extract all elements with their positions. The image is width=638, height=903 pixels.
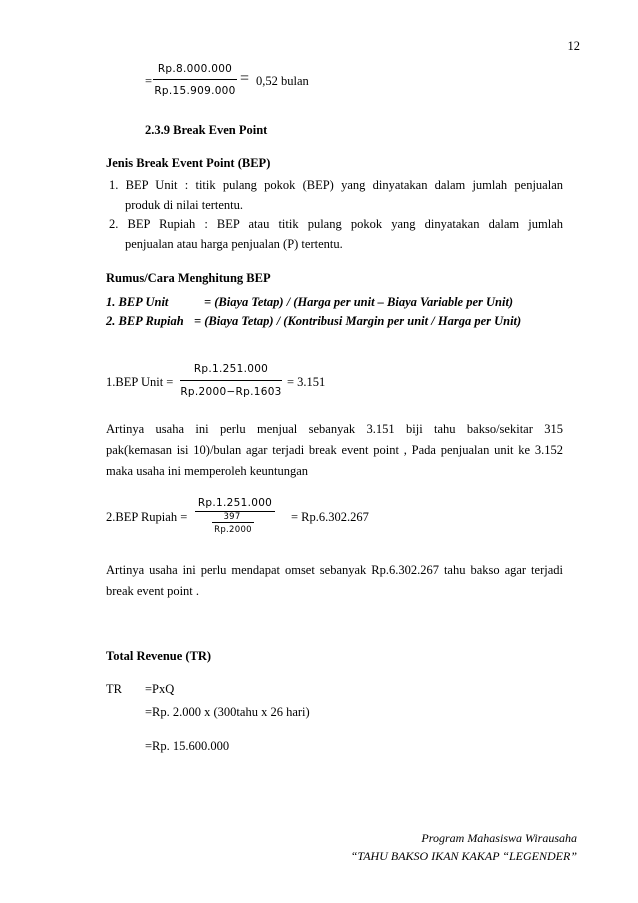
total-revenue-heading: Total Revenue (TR): [106, 649, 212, 663]
formula-rupiah-label: 2. BEP Rupiah: [106, 314, 184, 328]
page-number: 12: [567, 39, 580, 53]
formula-heading: Rumus/Cara Menghitung BEP: [106, 271, 271, 285]
bep-unit-fraction-bar: [180, 380, 282, 381]
bep-type-1-line-1: 1. BEP Unit : titik pulang pokok (BEP) yang dinyatakan dalam jumlah penjualan: [109, 178, 563, 192]
section-title: 2.3.9 Break Even Point: [145, 123, 268, 137]
top-formula-equals: =: [145, 74, 153, 88]
bep-type-1-line-2: produk di nilai tertentu.: [125, 198, 244, 212]
bep-rupiah-inner-denominator: Rp.2000: [214, 525, 252, 535]
bep-types-heading: Jenis Break Event Point (BEP): [106, 156, 271, 170]
bep-unit-denominator: Rp.2000−Rp.1603: [180, 386, 282, 398]
bep-rupiah-inner-numerator: 397: [223, 512, 241, 522]
bep-unit-numerator: Rp.1.251.000: [193, 363, 269, 375]
top-formula-result: 0,52 bulan: [256, 74, 309, 88]
bep-type-2-line-2: penjualan atau harga penjualan (P) tertentu.: [125, 237, 343, 251]
top-formula-denominator: Rp.15.909.000: [154, 85, 236, 97]
top-formula-numerator: Rp.8.000.000: [157, 63, 233, 75]
total-revenue-label: TR: [106, 682, 122, 696]
bep-rupiah-paragraph-line-2: break event point .: [106, 584, 200, 598]
bep-unit-paragraph-line-1: Artinya usaha ini perlu menjual sebanyak 3.151 biji tahu bakso/sekitar 315: [106, 422, 563, 436]
top-formula-fraction-bar: [153, 79, 237, 80]
footer-business-name: “TAHU BAKSO IKAN KAKAP “LEGENDER”: [350, 849, 577, 863]
bep-rupiah-paragraph-line-1: Artinya usaha ini perlu mendapat omset sebanyak Rp.6.302.267 tahu bakso agar terjadi: [106, 563, 563, 577]
bep-unit-result: = 3.151: [287, 375, 326, 389]
bep-unit-label: 1.BEP Unit =: [106, 375, 174, 389]
top-formula-equals-2: =: [240, 70, 250, 87]
bep-rupiah-inner-fraction-bar: [212, 522, 254, 523]
formula-unit-label: 1. BEP Unit: [106, 295, 169, 309]
bep-rupiah-label: 2.BEP Rupiah =: [106, 510, 188, 524]
total-revenue-line-2: =Rp. 2.000 x (300tahu x 26 hari): [145, 705, 310, 719]
formula-rupiah-expression: = (Biaya Tetap) / (Kontribusi Margin per unit / Harga per Unit): [194, 314, 522, 328]
total-revenue-line-3: =Rp. 15.600.000: [145, 739, 230, 753]
total-revenue-line-1: =PxQ: [145, 682, 175, 696]
bep-rupiah-numerator: Rp.1.251.000: [197, 497, 273, 509]
footer-program: Program Mahasiswa Wirausaha: [421, 831, 577, 845]
bep-unit-paragraph-line-3: maka usaha ini memperoleh keuntungan: [106, 464, 309, 478]
bep-type-2-line-1: 2. BEP Rupiah : BEP atau titik pulang pokok yang dinyatakan dalam jumlah: [109, 217, 563, 231]
formula-unit-expression: = (Biaya Tetap) / (Harga per unit – Biaya Variable per Unit): [204, 295, 514, 309]
bep-unit-paragraph-line-2: pak(kemasan isi 10)/bulan agar terjadi break event point , Pada penjualan unit ke 3.152: [106, 443, 563, 457]
bep-rupiah-result: = Rp.6.302.267: [291, 510, 369, 524]
